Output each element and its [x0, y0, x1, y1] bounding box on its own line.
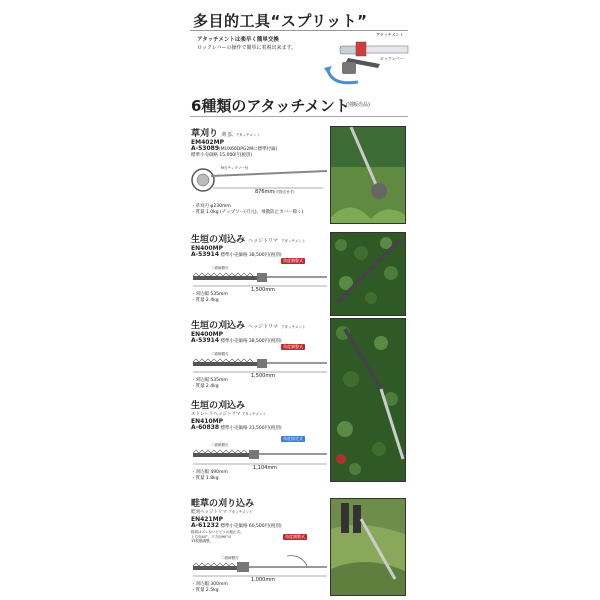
- product-en410mp: [191, 398, 331, 481]
- product-code-price: A-53914 標準小売価格 38,500円(税別): [191, 251, 282, 258]
- arrow-head-icon: [324, 66, 332, 74]
- photo-grass-cutting: [330, 126, 406, 224]
- product-model: EM402MP: [191, 139, 224, 146]
- product-en400mp-2: [191, 318, 331, 389]
- ridge-photo-image: [331, 499, 405, 595]
- product-specs: ・刈込幅 300mm ・質量 2.5kg: [191, 582, 228, 593]
- section-rule: [190, 116, 408, 117]
- hedge-trimmer-drawing: [191, 264, 329, 294]
- product-name: 畦草の刈り込み: [191, 499, 255, 509]
- product-en400mp-1: [191, 232, 331, 303]
- product-name: 生垣の刈込み ヘッジトリマ アタッチメント: [191, 235, 306, 245]
- length-value: 1,104mm: [253, 465, 278, 471]
- brush-cutter-drawing: [191, 166, 329, 196]
- hedge-photo-image: [331, 319, 405, 481]
- lock-lever-figure: [318, 32, 410, 90]
- length-value: 1,000mm: [251, 577, 276, 583]
- product-code: A-53089(MUX60DPG2Mに標準付属): [191, 145, 278, 152]
- header-rule: [190, 30, 408, 31]
- hedge-trimmer-drawing: [191, 350, 329, 380]
- hedge-photo-image: [331, 233, 405, 315]
- product-name: 草刈り 刈 払 アタッチメント: [191, 129, 261, 139]
- angle-badge: 角度固定式: [283, 436, 303, 441]
- fig-label-lock-lever: ロックレバー: [380, 56, 404, 61]
- fig-label-attachment: アタッチメント: [376, 32, 404, 37]
- product-en421mp: [191, 496, 331, 593]
- product-specs: ・刈込幅 535mm ・質量 2.4kg: [191, 292, 228, 303]
- product-subname: ストレートヘッジトリマ アタッチメント: [191, 412, 266, 417]
- product-model: EN400MP: [191, 245, 224, 252]
- product-specs: ・刈込幅 490mm ・質量 1.8kg: [191, 470, 228, 481]
- section-title: 6種類のアタッチメント: [191, 97, 350, 115]
- product-model: EN400MP: [191, 331, 224, 338]
- blade-callout: 二面研磨刃: [211, 443, 229, 447]
- product-name: 生垣の刈込み: [191, 401, 246, 411]
- product-code-price: A-53914 標準小売価格 38,500円(税別): [191, 337, 282, 344]
- product-em402mp: [191, 126, 331, 215]
- photo-hedge-2: [330, 318, 406, 482]
- product-price: 標準小売価格 15,000円(税別): [191, 153, 253, 158]
- product-code-price: A-61232 標準小売価格 60,500円(税別): [191, 522, 282, 529]
- coupler-red: [356, 42, 366, 56]
- blade-callout: M刃チップソー付: [221, 166, 249, 170]
- length-value: 1,500mm: [251, 287, 276, 293]
- header-subtitle: アタッチメントは楽早く簡単交換: [197, 37, 279, 43]
- angle-badge: 角度調整式: [283, 344, 303, 349]
- product-name: 生垣の刈込み ヘッジトリマ アタッチメント: [191, 321, 306, 331]
- angle-badge: 角度調整式: [283, 258, 303, 263]
- header-title: 多目的工具“スプリット”: [193, 12, 368, 30]
- length-value: 876mm(刃物含まず): [255, 189, 295, 195]
- product-code-price: A-60838 標準小売価格 31,500円(税別): [191, 424, 282, 431]
- section-note: (別販売品): [346, 102, 370, 108]
- product-description: 畦面はズレないビビリの振止式。 上方向40°、下方向90°の 13段階調整。: [191, 530, 244, 543]
- tool-head: [342, 62, 356, 74]
- shaft-right: [366, 46, 408, 53]
- header-description: ロックレバーの操作で簡単に着脱出来ます。: [197, 45, 297, 51]
- product-subname: 畦刈ヘッジトリマ アタッチメント: [191, 510, 253, 515]
- photo-ridge-grass: [330, 498, 406, 596]
- straight-hedge-trimmer-drawing: [191, 442, 329, 472]
- ridge-trimmer-drawing: [191, 554, 329, 584]
- blade-callout: 二面研磨刃: [211, 266, 229, 270]
- product-specs: ・刈込幅 535mm ・質量 2.4kg: [191, 378, 228, 389]
- product-specs: ・草刈刃 φ230mm ・質量 1.0kg (チップソー(刃元)、飛散防止カバー除く): [191, 204, 304, 215]
- product-model: EN421MP: [191, 516, 224, 523]
- grass-photo-image: [331, 127, 405, 223]
- photo-hedge-1: [330, 232, 406, 316]
- blade-callout: 二面研磨刃: [211, 352, 229, 356]
- angle-badge: 角度調整式: [285, 534, 305, 539]
- blade-callout: 二面研磨刃: [221, 556, 239, 560]
- length-value: 1,500mm: [251, 373, 276, 379]
- product-model: EN410MP: [191, 418, 224, 425]
